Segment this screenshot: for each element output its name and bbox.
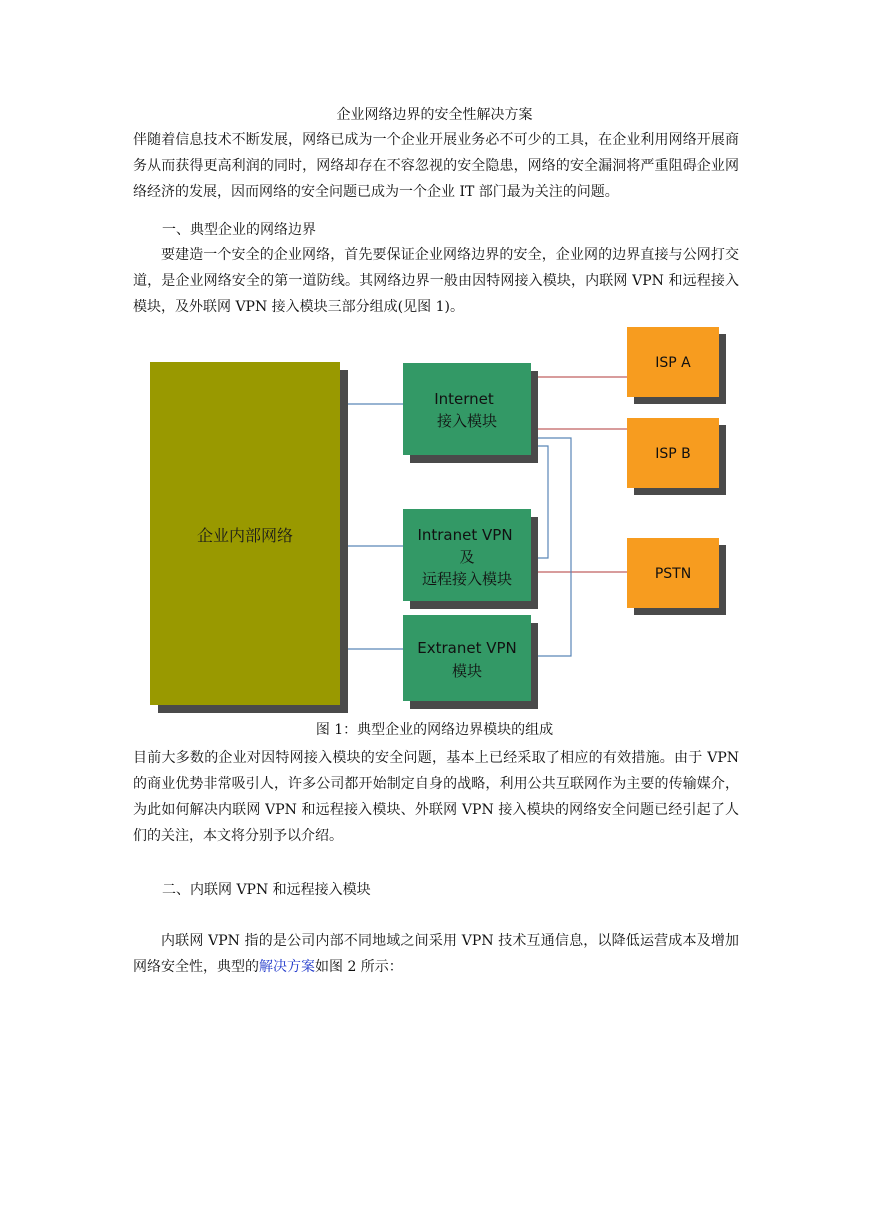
section2-paragraph [133, 928, 739, 980]
internet-module-label-1: Internet [434, 390, 494, 408]
intranet-module-label-1: Intranet VPN [417, 526, 513, 544]
solution-link[interactable]: 解决方案 [259, 959, 315, 975]
internet-module-label-2: 接入模块 [436, 412, 498, 430]
pstn-box [627, 538, 726, 615]
section1-paragraph: 要建造一个安全的企业网络，首先要保证企业网络边界的安全，企业网的边界直接与公网打交道，是企业网络安全的第一道防线。其网络边界一般由因特网接入模块，内联网 VPN 和远程接入模块，及外联网 VPN 接入模块三部分组成(见图 1)。 [133, 247, 739, 315]
section1-heading: 一、典型企业的网络边界 [162, 222, 316, 238]
extranet-module-label-1: Extranet VPN [417, 639, 517, 657]
figure1-caption: 图 1：典型企业的网络边界模块的组成 [315, 722, 554, 738]
isp-b-box [627, 418, 726, 495]
isp-a-label: ISP A [655, 355, 691, 371]
intro-paragraph: 伴随着信息技术不断发展，网络已成为一个企业开展业务必不可少的工具，在企业利用网络开展商务从而获得更高利润的同时，网络却存在不容忽视的安全隐患，网络的安全漏洞将严重阻碍企业网络经济的发展，因而网络的安全问题已成为一个企业 IT 部门最为关注的问题。 [133, 132, 739, 200]
section2-heading: 二、内联网 VPN 和远程接入模块 [162, 882, 371, 898]
extranet-module-box [403, 615, 538, 709]
pstn-label: PSTN [654, 566, 692, 582]
section2-text-before-link: 内联网 VPN 指的是公司内部不同地域之间采用 VPN 技术互通信息，以降低运营成本及增加网络安全性，典型的 [133, 933, 739, 975]
paragraph-after-figure: 目前大多数的企业对因特网接入模块的安全问题，基本上已经采取了相应的有效措施。由于 VPN 的商业优势非常吸引人，许多公司都开始制定自身的战略，利用公共互联网作为主要的传输媒介，为此如何解决内联网 VPN 和远程接入模块、外联网 VPN 接入模块的网络安全问题已经引起了人们的关注，本文将分别予以介绍。 [133, 750, 739, 844]
intranet-module-label-2: 及 [459, 548, 475, 566]
isp-b-label: ISP B [655, 446, 691, 462]
intranet-module-box [403, 509, 538, 609]
internet-module-box [403, 363, 538, 463]
extranet-module-label-2: 模块 [451, 662, 483, 680]
intranet-module-label-3: 远程接入模块 [421, 570, 513, 588]
section2-text-after-link: 如图 2 所示： [315, 959, 403, 975]
document-title: 企业网络边界的安全性解决方案 [336, 107, 533, 123]
internal-network-label: 企业内部网络 [196, 526, 294, 545]
internal-network-box [150, 362, 348, 713]
isp-a-box [627, 327, 726, 404]
